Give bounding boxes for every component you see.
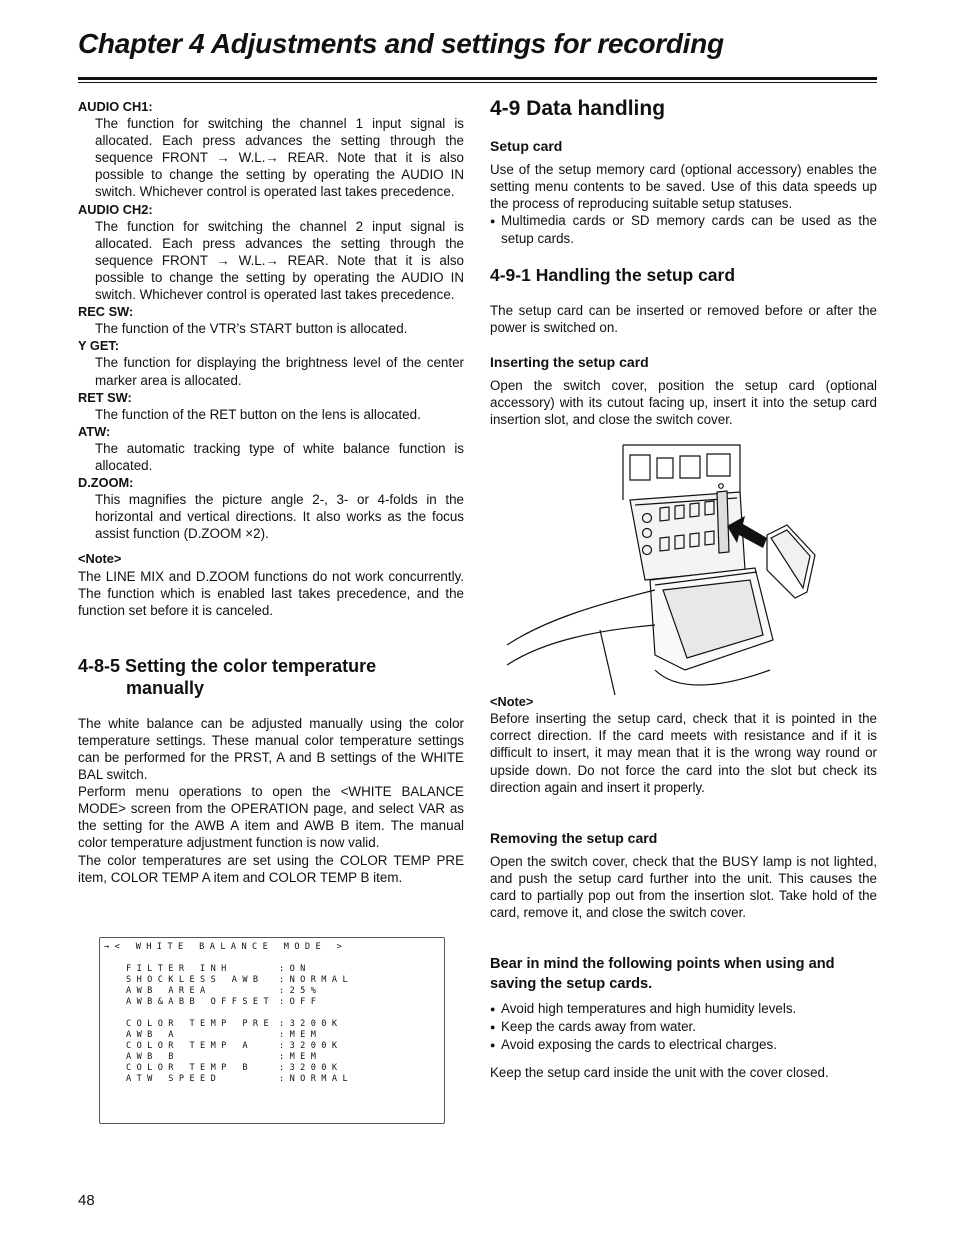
menu-value: :MEM	[279, 1030, 322, 1040]
desc-rec-sw: The function of the VTR’s START button is allocated.	[95, 321, 408, 337]
removing-text: Open the switch cover, check that the BUSY lamp is not lighted, and push the setup card further into the unit. This causes the card to partially pop out from the insertion slot. Take hold of the card, remove it, and close the switch cover.	[490, 853, 877, 921]
term-rec-sw: REC SW:	[78, 304, 134, 320]
term-audio-ch1: AUDIO CH1:	[78, 99, 153, 114]
desc-audio-ch2: The function for switching the channel 2 input signal is allocated. Each press advances the setting through the sequence FRONT → W.L.→ REAR. Note that it is also possible to change the setting by operating the AUDIO IN switch. Whichever control is operated last takes precedence.	[95, 218, 464, 303]
section-title-line1: Setting the color temperature	[125, 655, 377, 676]
menu-value: :NORMAL	[279, 975, 354, 985]
menu-value: :3200K	[279, 1041, 343, 1051]
menu-row	[126, 1030, 322, 1040]
desc-ret-sw: The function of the RET button on the lens is allocated.	[95, 406, 421, 422]
menu-row	[126, 975, 354, 985]
menu-label: AWB AREA	[126, 986, 211, 996]
section-paragraph-3: The color temperatures are set using the COLOR TEMP PRE item, COLOR TEMP A item and COLOR TEMP B item.	[78, 852, 464, 885]
menu-value: :OFF	[279, 997, 322, 1007]
menu-row	[126, 1063, 343, 1073]
section-paragraph-1: The white balance can be adjusted manually using the color temperature settings. These manual color temperature settings can be performed for the PRST, A and B settings of the WHITE BAL switch.	[78, 715, 464, 783]
bear-bullet: ● Avoid exposing the cards to electrical charges.	[490, 1036, 877, 1054]
menu-value: :NORMAL	[279, 1074, 354, 1084]
keep-card-text: Keep the setup card inside the unit with the cover closed.	[490, 1065, 829, 1081]
desc-atw: The automatic tracking type of white balance function is allocated.	[95, 440, 464, 473]
term-audio-ch2: AUDIO CH2:	[78, 201, 153, 217]
term-y-get: Y GET:	[78, 338, 120, 354]
bear-in-mind-heading: Bear in mind the following points when using and saving the setup cards.	[490, 956, 835, 992]
setup-card-insertion-illustration	[505, 440, 835, 695]
desc-y-get: The function for displaying the brightness level of the center marker area is allocated.	[95, 355, 464, 388]
section-number: 4-8-5	[78, 655, 121, 676]
menu-row	[126, 997, 322, 1007]
section-heading-4-8-5	[78, 655, 464, 699]
right-note-heading: <Note>	[490, 694, 534, 710]
menu-value: :ON	[279, 964, 311, 974]
note-text: The LINE MIX and D.ZOOM functions do not work concurrently. The function which is enabled last takes precedence, and the function set before it is canceled.	[78, 568, 464, 618]
term-ret-sw: RET SW:	[78, 389, 132, 405]
term-atw: ATW:	[78, 423, 111, 439]
page-number: 48	[78, 1192, 95, 1209]
left-column	[78, 98, 464, 886]
inserting-text: Open the switch cover, position the setup card (optional accessory) with its cutout facing up, insert it into the setup card insertion slot, and close the switch cover.	[490, 377, 877, 428]
term-d-zoom: D.ZOOM:	[78, 475, 134, 491]
menu-value: :MEM	[279, 1052, 322, 1062]
menu-value: :3200K	[279, 1063, 343, 1073]
menu-label: COLOR TEMP PRE	[126, 1019, 275, 1029]
menu-label: ATW SPEED	[126, 1074, 222, 1084]
white-balance-menu-screen	[99, 937, 445, 1124]
menu-label: AWB B	[126, 1052, 179, 1062]
section-heading-4-9: 4-9 Data handling	[490, 97, 666, 120]
menu-row	[126, 1041, 343, 1051]
menu-label: AWB A	[126, 1030, 179, 1040]
menu-label: FILTER INH	[126, 964, 232, 974]
menu-row	[126, 1052, 322, 1062]
setup-card-heading: Setup card	[490, 138, 563, 154]
title-rule	[78, 77, 877, 83]
menu-row	[126, 964, 311, 974]
removing-heading: Removing the setup card	[490, 829, 658, 846]
bear-bullet: ● Keep the cards away from water.	[490, 1018, 877, 1036]
desc-d-zoom: This magnifies the picture angle 2-, 3- or 4-folds in the horizontal and vertical directions. It also works as the focus assist function (D.ZOOM ×2).	[95, 492, 464, 542]
menu-value: :25%	[279, 986, 322, 996]
chapter-title: Chapter 4 Adjustments and settings for recording	[78, 28, 724, 59]
section-title-line2: manually	[126, 677, 205, 698]
right-note-text: Before inserting the setup card, check that it is pointed in the correct direction. If the card meets with resistance and if it is difficult to insert, it may mean that it is the wrong way round or upside down. Do not force the card into the slot but check its direction again and insert it properly.	[490, 711, 877, 795]
section-paragraph-2: Perform menu operations to open the <WHITE BALANCE MODE> screen from the OPERATION page, and select VAR as the setting for the AWB A item and AWB B item. The manual color temperature adjustment function is now valid.	[78, 784, 464, 851]
menu-row	[126, 1019, 343, 1029]
bear-bullet: ● Avoid high temperatures and high humidity levels.	[490, 1000, 877, 1018]
menu-label: AWB&ABB OFFSET	[126, 997, 275, 1007]
menu-label: COLOR TEMP A	[126, 1041, 253, 1051]
handling-text: The setup card can be inserted or removed before or after the power is switched on.	[490, 302, 877, 335]
menu-value: :3200K	[279, 1019, 343, 1029]
menu-row	[126, 986, 322, 996]
setup-card-text: Use of the setup memory card (optional accessory) enables the setting menu contents to be saved. Use of this data speeds up the process of reproducing suitable setup statuses.	[490, 162, 877, 212]
desc-audio-ch1: The function for switching the channel 1 input signal is allocated. Each press advances the setting through the sequence FRONT → W.L.→ REAR. Note that it is also possible to change the setting by operating the AUDIO IN switch. Whichever control is operated last takes precedence.	[95, 116, 464, 200]
menu-label: COLOR TEMP B	[126, 1063, 253, 1073]
setup-card-bullet: ● Multimedia cards or SD memory cards can be used as the setup cards.	[490, 212, 877, 247]
inserting-heading: Inserting the setup card	[490, 353, 649, 370]
menu-row	[126, 1074, 354, 1084]
menu-label: SHOCKLESS AWB	[126, 975, 264, 985]
note-heading: <Note>	[78, 551, 122, 567]
menu-title: →< WHITE BALANCE MODE >	[104, 942, 348, 952]
section-heading-4-9-1: 4-9-1 Handling the setup card	[490, 264, 736, 285]
